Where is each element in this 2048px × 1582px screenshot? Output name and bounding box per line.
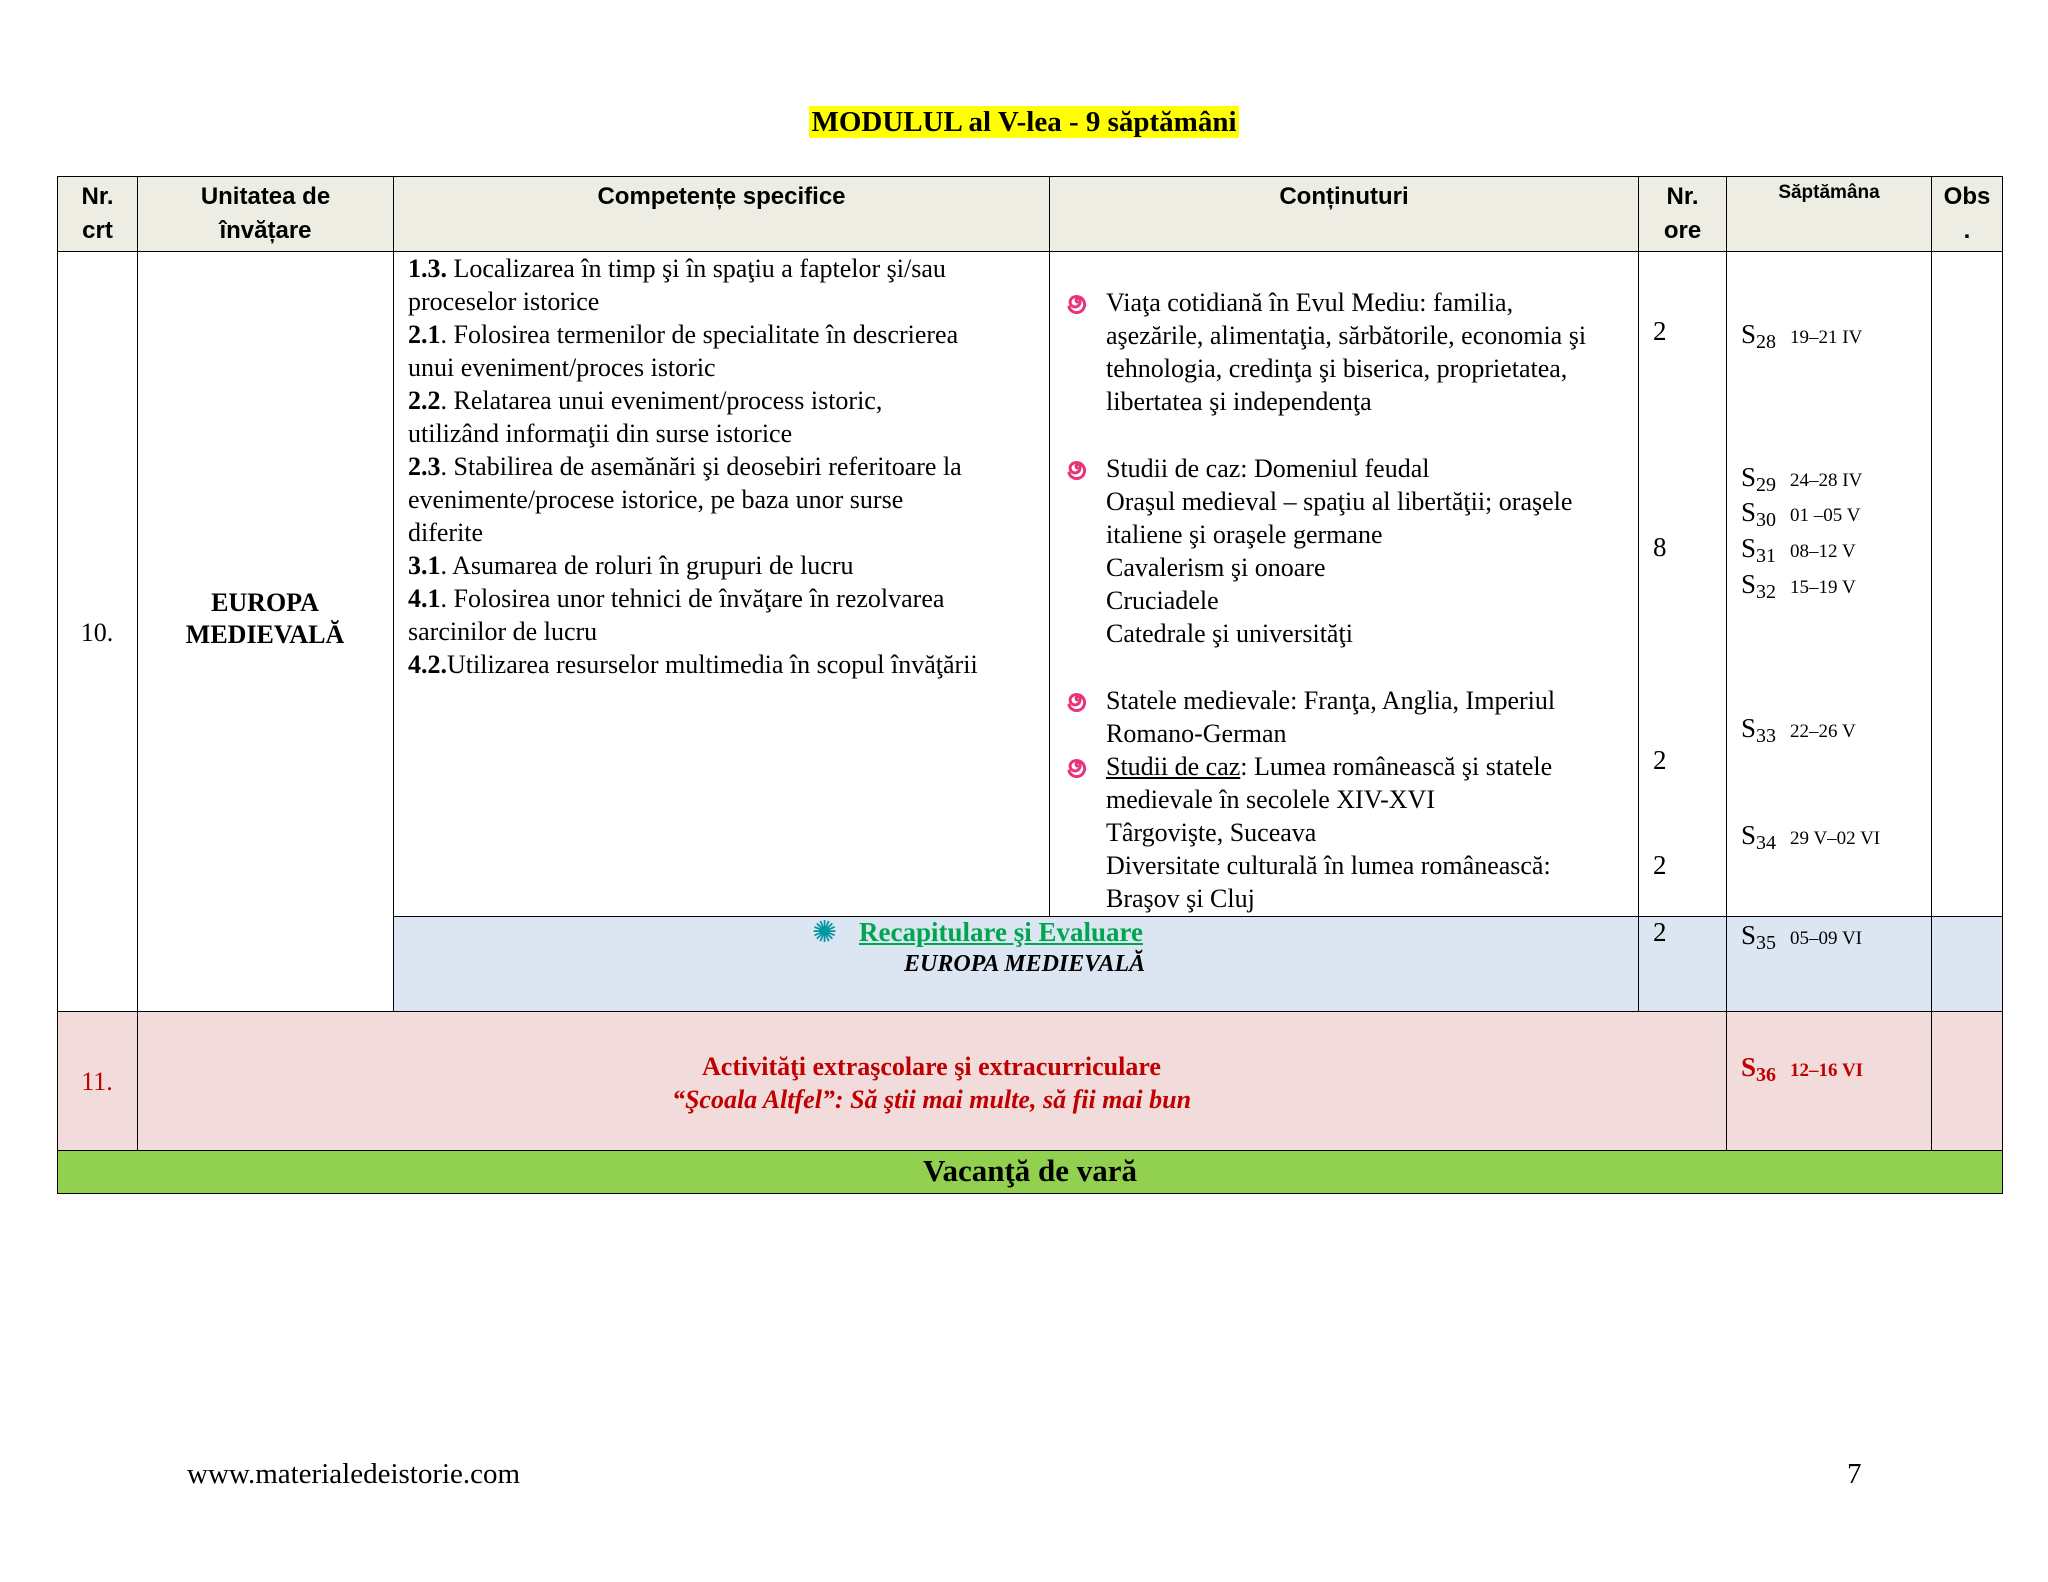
week-entry: $S_{34}$ 29 V–02 VI [1741,820,1881,854]
obs-cell [1931,251,2003,917]
content-line: tehnologia, credinţa şi biserica, proprietatea, [1106,354,1568,383]
content-line: Cruciadele [1106,586,1219,615]
footer-url: www.materialedeistorie.com [187,1458,521,1490]
competence-line: 4.1. Folosirea unor tehnici de învăţare în rezolvarea [408,584,945,613]
hours-value: 2 [1653,917,1667,947]
content-line: Studii de caz: Domeniul feudal [1106,454,1430,483]
page-number: 7 [1847,1458,1862,1490]
recap-obs [1931,916,2003,1012]
competence-line: sarcinilor de lucru [408,617,598,646]
header-unit: Unitatea de învățare [137,176,394,252]
content-line: aşezările, alimentaţia, sărbătorile, economia şi [1106,321,1587,350]
contents-cell [1049,251,1639,917]
recap-title: Recapitulare şi Evaluare [859,917,1143,947]
content-line: Romano-German [1106,719,1287,748]
row11-activities [137,1011,1727,1151]
weeks-cell [1726,251,1932,917]
content-line: libertatea şi independenţa [1106,387,1372,416]
content-group-1 [1064,286,1586,418]
competence-code: 2.1 [408,320,441,349]
header-nr: Nr. crt [57,176,138,252]
competence-code: 1.3. [408,254,447,283]
content-line: Braşov şi Cluj [1106,884,1255,913]
week-entry: $S_{30}$ 01 –05 V [1741,497,1861,531]
spiral-bullet-icon [1064,753,1090,779]
week-entry: $S_{33}$ 22–26 V [1741,713,1856,747]
recap-subtitle: EUROPA MEDIEVALĂ [904,951,1146,977]
content-line: Diversitate culturală în lumea românească: [1106,851,1551,880]
hours-value: 2 [1653,316,1667,346]
asterisk-bullet-icon: ✺ [812,915,838,950]
recap-cell [393,916,1639,1012]
competences-cell [393,251,1050,917]
competence-line: diferite [408,518,484,547]
row10-unit: EUROPA MEDIEVALĂ [137,251,394,1012]
competence-line: unui eveniment/proces istoric [408,353,716,382]
content-line: Statele medievale: Franţa, Anglia, Imperiul [1106,686,1556,715]
competences-list [408,252,1049,681]
row11-obs [1931,1011,2003,1151]
spiral-bullet-icon [1064,455,1090,481]
content-line: Catedrale şi universităţi [1106,619,1353,648]
content-group-2 [1064,452,1572,650]
competence-line: utilizând informaţii din surse istorice [408,419,793,448]
activities-title: Activităţi extraşcolare şi extracurriculare [702,1052,1161,1081]
week-entry: $S_{32}$ 15–19 V [1741,569,1856,603]
competence-code: 3.1 [408,551,441,580]
content-line: italiene şi oraşele germane [1106,520,1383,549]
header-hours: Nr. ore [1638,176,1727,252]
header-obs: Obs . [1931,176,2003,252]
competence-line: evenimente/procese istorice, pe baza unor surse [408,485,904,514]
competence-line: 2.2. Relatarea unui eveniment/process istoric, [408,386,883,415]
competence-line: 3.1. Asumarea de roluri în grupuri de lucru [408,551,854,580]
content-line: Viaţa cotidiană în Evul Mediu: familia, [1106,288,1514,317]
week-entry: $S_{36}$ 12–16 VI [1741,1052,1864,1086]
hours-value: 8 [1653,532,1667,562]
competence-line: proceselor istorice [408,287,600,316]
header-contents: Conținuturi [1049,176,1639,252]
week-entry: $S_{29}$ 24–28 IV [1741,462,1863,496]
module-title: MODULUL al V-lea - 9 săptămâni [811,106,1237,138]
competence-line: 2.3. Stabilirea de asemănări şi deosebiri referitoare la [408,452,962,481]
hours-value: 2 [1653,745,1667,775]
spiral-bullet-icon [1064,289,1090,315]
content-group-4: Studii de caz: Lumea românească şi statele medievale în secolele XIV-XVI Târgovişte, Suceava Diversitate culturală în lumea românească: Braşov şi Cluj [1064,750,1552,915]
content-group-3 [1064,684,1555,750]
header-competences: Competențe specifice [393,176,1050,252]
vacation-banner: Vacanţă de vară [57,1150,2003,1194]
content-line: Oraşul medieval – spaţiu al libertăţii; oraşele [1106,487,1573,516]
recap-hours [1638,916,1727,1012]
week-entry: $S_{31}$ 08–12 V [1741,533,1856,567]
content-line: medievale în secolele XIV-XVI [1106,785,1435,814]
content-line: Cavalerism şi onoare [1106,553,1326,582]
recap-week [1726,916,1932,1012]
content-line: Târgovişte, Suceava [1106,818,1317,847]
activities-subtitle: “Şcoala Altfel”: Să ştii mai multe, să fii mai bun [671,1085,1192,1114]
row11-number: 11. [57,1011,138,1151]
competence-code: 4.1 [408,584,441,613]
competence-line: 1.3. Localizarea în timp şi în spaţiu a faptelor şi/sau [408,254,946,283]
plan-table [57,176,2003,1194]
row11-week [1726,1011,1932,1151]
competence-line: 2.1. Folosirea termenilor de specialitate în descrierea [408,320,959,349]
competence-code: 4.2. [408,650,447,679]
competence-line: 4.2.Utilizarea resurselor multimedia în scopul învăţării [408,650,978,679]
competence-code: 2.3 [408,452,441,481]
week-entry: $S_{28}$ 19–21 IV [1741,319,1863,353]
spiral-bullet-icon [1064,687,1090,713]
header-week: Săptămâna [1726,176,1932,252]
hours-cell [1638,251,1727,917]
week-entry: $S_{35}$ 05–09 VI [1741,920,1862,954]
hours-value: 2 [1653,850,1667,880]
competence-code: 2.2 [408,386,441,415]
row10-number: 10. [57,251,138,1012]
